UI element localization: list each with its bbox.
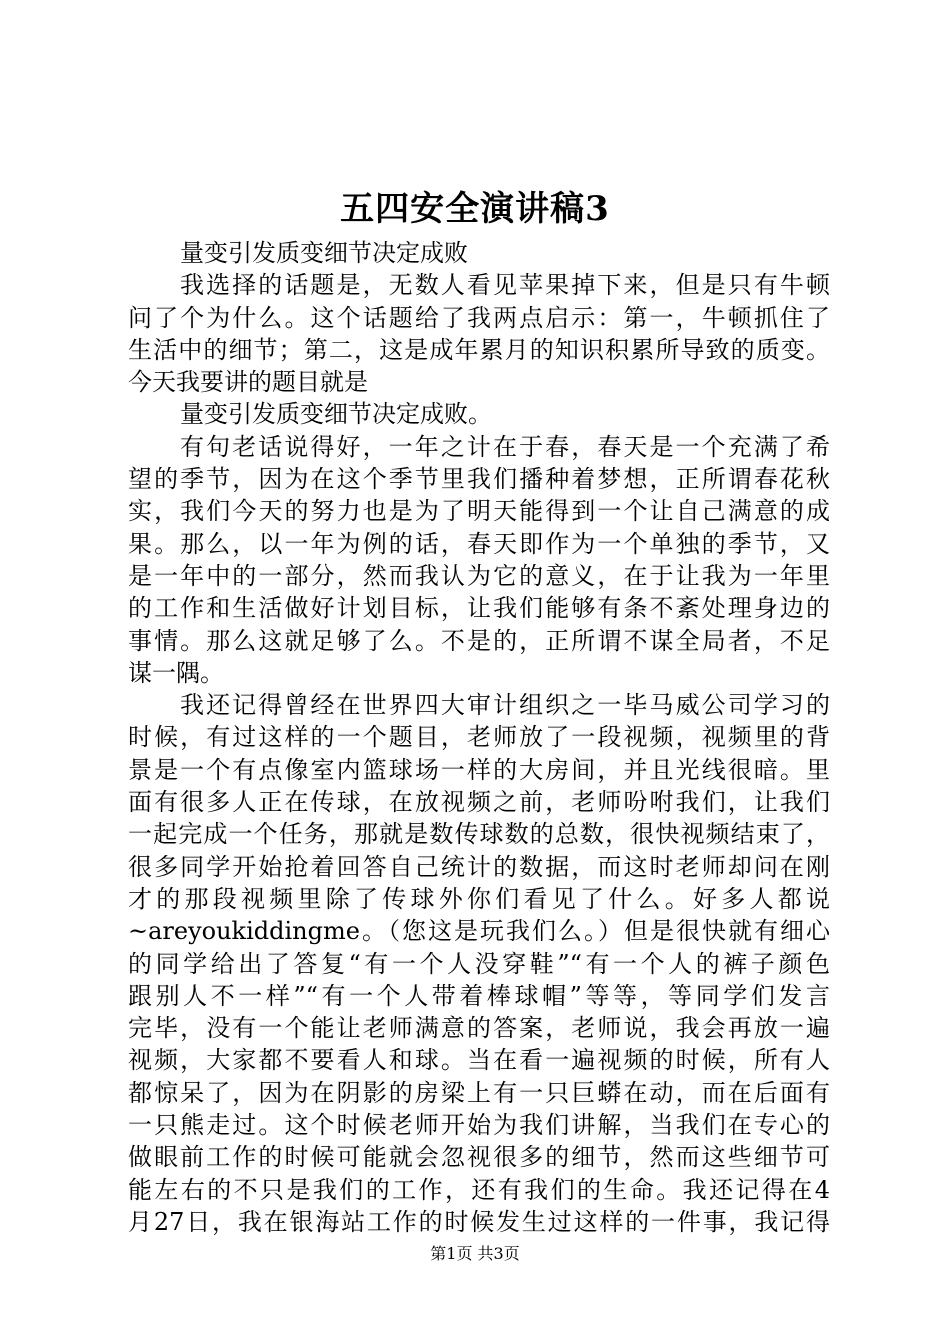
body-text-line: 的工作和生活做好计划目标，让我们能够有条不紊处理身边的 bbox=[128, 594, 830, 623]
body-text-line: 做眼前工作的时候可能就会忽视很多的细节，然而这些细节可 bbox=[128, 1143, 830, 1172]
body-text-line: 能左右的不只是我们的工作，还有我们的生命。我还记得在4 bbox=[128, 1175, 830, 1204]
body-text-line: 很多同学开始抢着回答自己统计的数据，而这时老师却问在刚 bbox=[128, 852, 830, 881]
body-text-line: ~areyoukiddingme。（您这是玩我们么。）但是很快就有细心 bbox=[128, 917, 830, 946]
body-text-line: 问了个为什么。这个话题给了我两点启示：第一，牛顿抓住了 bbox=[128, 303, 830, 332]
body-text-line: 量变引发质变细节决定成败。 bbox=[180, 400, 492, 429]
body-text-line: 完毕，没有一个能让老师满意的答案，老师说，我会再放一遍 bbox=[128, 1014, 830, 1043]
document-body bbox=[128, 237, 830, 1238]
body-text-line: 事情。那么这就足够了么。不是的，正所谓不谋全局者，不足 bbox=[128, 626, 830, 655]
body-text-line: 我选择的话题是，无数人看见苹果掉下来，但是只有牛顿 bbox=[180, 271, 830, 300]
body-text-line: 一只熊走过。这个时候老师开始为我们讲解，当我们在专心的 bbox=[128, 1111, 830, 1140]
body-text-line: 月27日，我在银海站工作的时候发生过这样的一件事，我记得 bbox=[128, 1207, 830, 1236]
body-text-line: 望的季节，因为在这个季节里我们播种着梦想，正所谓春花秋 bbox=[128, 465, 830, 494]
body-text-line: 实，我们今天的努力也是为了明天能得到一个让自己满意的成 bbox=[128, 497, 830, 526]
body-text-line: 我还记得曾经在世界四大审计组织之一毕马威公司学习的 bbox=[180, 691, 830, 720]
body-text-line: 量变引发质变细节决定成败 bbox=[180, 239, 468, 267]
body-text-line: 都惊呆了，因为在阴影的房梁上有一只巨蟒在动，而在后面有 bbox=[128, 1078, 830, 1107]
body-text-line: 面有很多人正在传球，在放视频之前，老师吩咐我们，让我们 bbox=[128, 788, 830, 817]
body-text-line: 今天我要讲的题目就是 bbox=[128, 368, 368, 397]
body-text-line: 有句老话说得好，一年之计在于春，春天是一个充满了希 bbox=[180, 432, 830, 461]
body-text-line: 时候，有过这样的一个题目，老师放了一段视频，视频里的背 bbox=[128, 723, 830, 752]
page-footer: 第1页 共3页 bbox=[430, 1244, 520, 1263]
body-text-line: 生活中的细节；第二，这是成年累月的知识积累所导致的质变。 bbox=[128, 335, 830, 364]
body-text-line: 跟别人不一样”“有一个人带着棒球帽”等等，等同学们发言 bbox=[128, 981, 830, 1010]
body-text-line: 才的那段视频里除了传球外你们看见了什么。好多人都说 bbox=[128, 884, 830, 913]
body-text-line: 视频，大家都不要看人和球。当在看一遍视频的时候，所有人 bbox=[128, 1046, 830, 1075]
body-text-line: 果。那么，以一年为例的话，春天即作为一个单独的季节，又 bbox=[128, 529, 830, 558]
body-text-line: 景是一个有点像室内篮球场一样的大房间，并且光线很暗。里 bbox=[128, 755, 830, 784]
body-text-line: 是一年中的一部分，然而我认为它的意义，在于让我为一年里 bbox=[128, 561, 830, 590]
body-text-line: 谋一隅。 bbox=[128, 658, 224, 687]
body-text-line: 一起完成一个任务，那就是数传球数的总数，很快视频结束了， bbox=[128, 820, 830, 849]
body-text-line: 的同学给出了答复“有一个人没穿鞋”“有一个人的裤子颜色 bbox=[128, 949, 830, 978]
document-title: 五四安全演讲稿3 bbox=[340, 189, 610, 229]
